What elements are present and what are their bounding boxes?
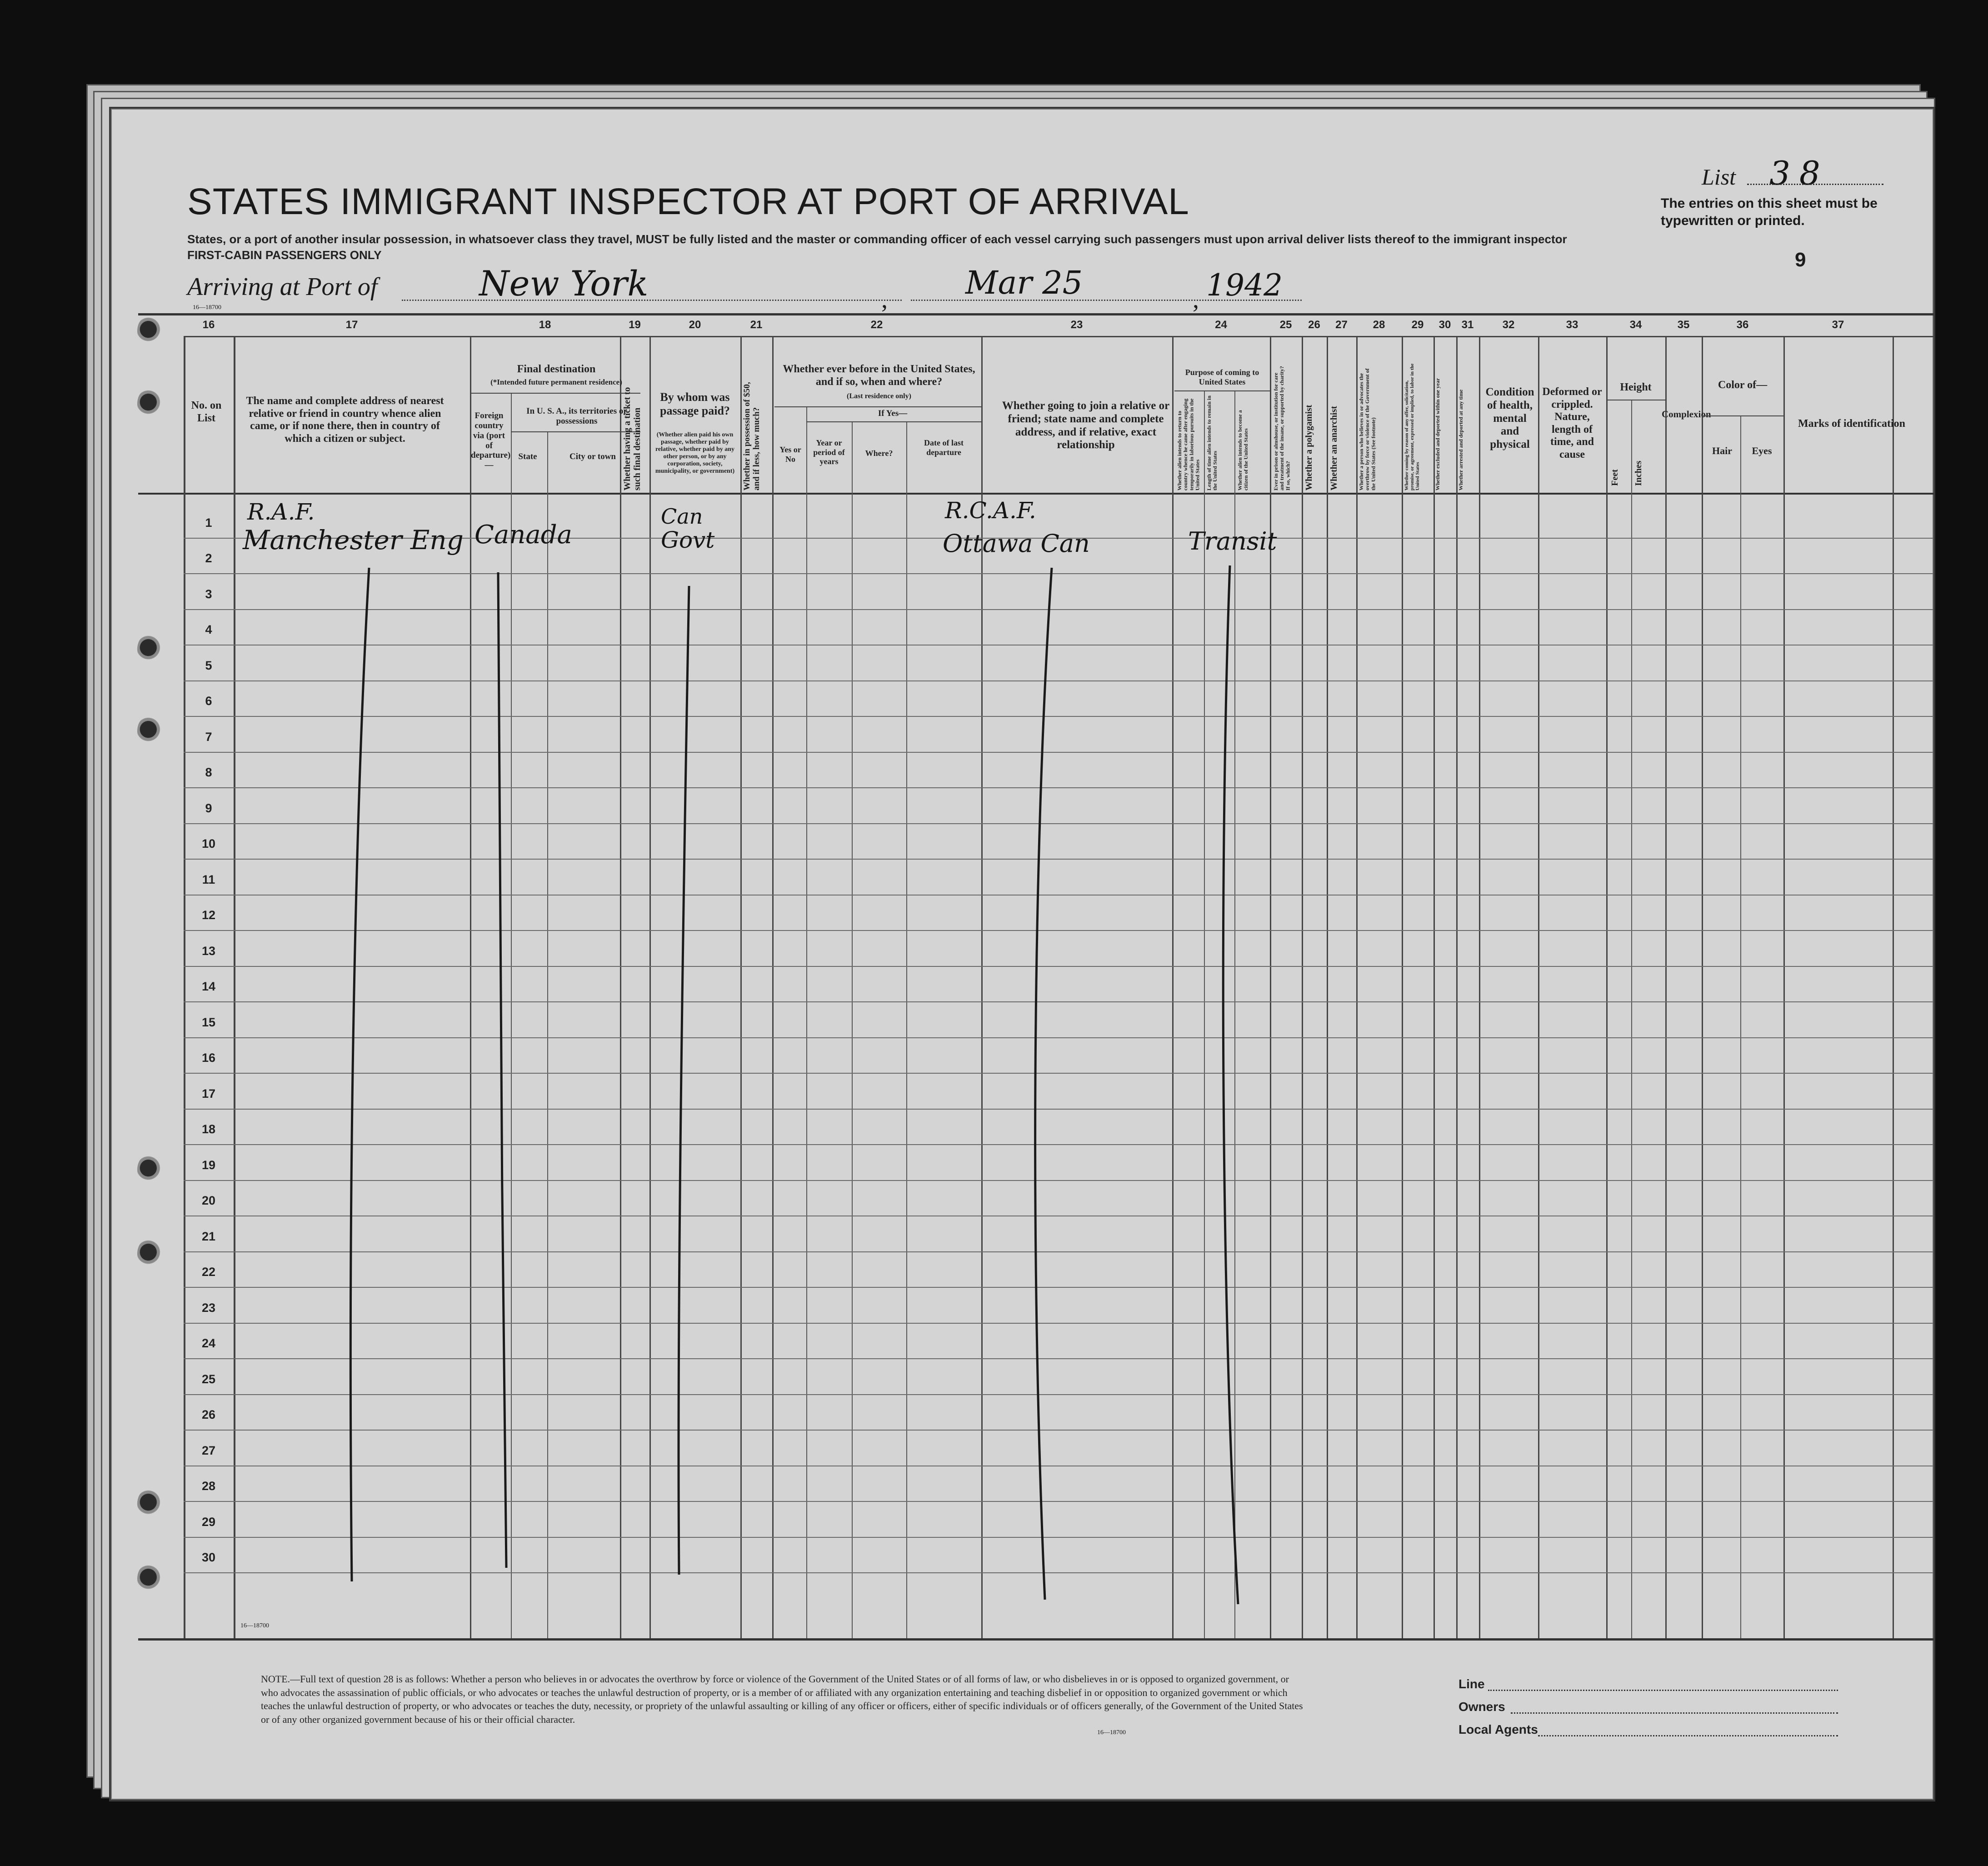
port-value: New York <box>479 263 649 304</box>
header-c22-ifyes: If Yes— <box>878 409 908 418</box>
local-agents-field <box>1538 1735 1838 1736</box>
local-agents-label: Local Agents <box>1459 1722 1538 1736</box>
row-number: 2 <box>205 551 212 565</box>
ditto-stroke-c18 <box>498 572 506 1568</box>
header-c32: Condition of health, mental and physical <box>1485 386 1534 450</box>
header-c19: Whether having a ticket to such final destination <box>622 387 642 490</box>
header-c22-yesno: Yes or No <box>779 445 801 464</box>
header-c34-title: Height <box>1620 381 1652 393</box>
header-c18-city: City or town <box>569 452 616 461</box>
row-number: 8 <box>205 765 212 779</box>
header-c22-title: Whether ever before in the United States, and if so, when and where? <box>783 363 975 388</box>
row-number: 25 <box>201 1372 216 1386</box>
ditto-stroke-c24 <box>1223 565 1238 1604</box>
question-28-note: NOTE.—Full text of question 28 is as follows: Whether a person who believes in or advocates the overthrow by force or violence of the Government of the United States or of all forms of law, or who disbelieves in or is opposed to organized government, or who advocates the assassination of public officials, or who advocates or teaches the unlawful destruction of property, or is a member of or affiliated with any organization entertaining and teaching disbelief in or opposition to organized government or which teaches the unlawful destruction of property, or who advocates or teaches the duty, necessity, or propriety of the unlawful assaulting or killing of any officer or officers, either of specific individuals or of officers generally, of the Government of the United States or of any other organized government because of his or their official character. <box>261 1673 1303 1726</box>
column-number: 17 <box>345 319 358 331</box>
row1-paid-line1: Can <box>661 504 703 529</box>
row-number: 29 <box>201 1515 216 1529</box>
ditto-stroke-c23 <box>1035 568 1052 1600</box>
row-number: 11 <box>202 873 215 886</box>
column-number: 37 <box>1832 319 1844 331</box>
row-number: 16 <box>201 1051 216 1065</box>
row-number: 3 <box>205 587 212 601</box>
header-c17: The name and complete address of nearest relative or friend in country whence alien came, or if none there, then in country of which a citizen or subject. <box>246 395 444 445</box>
column-number: 32 <box>1502 319 1515 331</box>
list-label: List <box>1702 164 1736 190</box>
header-c29: Whether coming by reason of any offer, solicitation, promise, or agreement, expressed or implied, to labor in the United States <box>1404 363 1421 490</box>
owners-label: Owners <box>1459 1700 1505 1714</box>
row-number: 17 <box>201 1087 216 1101</box>
sheet-number: 9 <box>1795 249 1806 271</box>
header-c30: Whether excluded and deported within one year <box>1434 378 1441 490</box>
header-c24-title: Purpose of coming to United States <box>1185 368 1259 386</box>
column-number: 26 <box>1308 319 1320 331</box>
column-number: 25 <box>1279 319 1292 331</box>
header-c35: Complexion <box>1662 409 1711 420</box>
ditto-stroke-c20 <box>679 586 689 1575</box>
header-subline-2: FIRST-CABIN PASSENGERS ONLY <box>187 248 382 262</box>
row-number: 30 <box>201 1551 216 1564</box>
column-number: 20 <box>689 319 701 331</box>
column-number: 33 <box>1566 319 1578 331</box>
header-c18-state: State <box>518 452 537 461</box>
column-number: 23 <box>1070 319 1083 331</box>
header-c36-eyes: Eyes <box>1752 445 1772 456</box>
row-number: 10 <box>201 837 216 850</box>
header-c18-title: Final destination <box>517 363 596 375</box>
row1-joining-line1: R.C.A.F. <box>945 497 1036 524</box>
row-number: 20 <box>201 1194 216 1207</box>
row1-destination: Canada <box>475 520 572 550</box>
header-c22-date: Date of last departure <box>924 438 964 457</box>
column-number: 31 <box>1461 319 1474 331</box>
header-c34-feet: Feet <box>1610 469 1620 486</box>
row-number: 18 <box>201 1122 216 1136</box>
row1-purpose: Transit <box>1188 527 1277 555</box>
row-number: 13 <box>201 944 216 958</box>
header-c22-sub: (Last residence only) <box>847 392 911 400</box>
form-code-top: 16—18700 <box>193 304 221 311</box>
row-number: 5 <box>205 659 212 672</box>
line-field <box>1488 1690 1838 1691</box>
page-title: STATES IMMIGRANT INSPECTOR AT PORT OF ARRIVAL <box>187 181 1189 222</box>
column-number: 36 <box>1736 319 1749 331</box>
row-number: 26 <box>201 1408 216 1421</box>
date-value: Mar 25 <box>965 264 1083 301</box>
header-c21: Whether in possession of $50, and if less, how much? <box>742 382 761 490</box>
header-c16: No. on List <box>191 400 222 424</box>
row-number: 24 <box>201 1336 216 1350</box>
column-number: 18 <box>539 319 551 331</box>
list-number: 38 <box>1769 154 1829 192</box>
header-c36-title: Color of— <box>1718 379 1768 391</box>
column-number: 28 <box>1373 319 1385 331</box>
header-c22-where: Where? <box>865 449 893 458</box>
header-c34-inches: Inches <box>1633 460 1643 486</box>
entries-note: The entries on this sheet must be typewritten or printed. <box>1661 196 1878 228</box>
row-number: 22 <box>201 1265 216 1279</box>
ditto-marks <box>111 109 1933 1800</box>
row-number: 14 <box>201 980 216 993</box>
header-c22-year: Year or period of years <box>813 438 845 466</box>
line-label: Line <box>1459 1677 1485 1691</box>
row-number: 9 <box>205 801 212 815</box>
form-code-note: 16—18700 <box>1097 1729 1126 1736</box>
header-c23: Whether going to join a relative or friend; state name and complete address, and if relative, exact relationship <box>1002 400 1170 451</box>
row-number: 6 <box>205 694 212 708</box>
row-number: 21 <box>201 1230 216 1243</box>
header-c18-sub: (*Intended future permanent residence) <box>490 378 622 386</box>
header-c33: Deformed or crippled. Nature, length of time, and cause <box>1542 386 1602 460</box>
row1-relative-line2: Manchester Eng <box>243 525 464 555</box>
header-c24-c: Whether alien intends to become a citizen of the United States <box>1237 410 1249 490</box>
row-number: 15 <box>201 1016 216 1029</box>
column-number: 27 <box>1335 319 1348 331</box>
header-c26: Whether a polygamist <box>1304 405 1314 490</box>
comma: , <box>881 285 888 314</box>
header-c20: By whom was passage paid? <box>660 390 730 417</box>
row1-relative-line1: R.A.F. <box>247 499 315 525</box>
header-c20-sub: (Whether alien paid his own passage, whether paid by relative, whether paid by any other person, or by any corporation, society, municipality, or government) <box>655 431 735 475</box>
row1-joining-line2: Ottawa Can <box>943 529 1090 558</box>
header-c18-usa: In U. S. A., its territories or possessions <box>526 406 627 426</box>
header-subline-1: States, or a port of another insular possession, in whatsoever class they travel, MUST be fully listed and the master or commanding officer of each vessel carrying such passengers must upon arrival deliver lists thereof to the immigrant inspector <box>187 232 1567 246</box>
row-number: 4 <box>205 623 212 636</box>
row-number: 23 <box>201 1301 216 1315</box>
header-c37: Marks of identification <box>1798 418 1905 430</box>
column-number: 30 <box>1439 319 1451 331</box>
row-number: 27 <box>201 1444 216 1457</box>
column-number: 35 <box>1677 319 1690 331</box>
header-c28: Whether a person who believes in or advocates the overthrow by force or violence of the Government of the United States (See footnote) <box>1358 368 1377 490</box>
column-number: 19 <box>629 319 641 331</box>
comma: , <box>1193 285 1199 314</box>
header-c27: Whether an anarchist <box>1329 406 1339 490</box>
column-number: 22 <box>870 319 883 331</box>
column-number: 16 <box>202 319 215 331</box>
header-c31: Whether arrested and deported at any time <box>1458 389 1464 490</box>
row-number: 19 <box>201 1158 216 1172</box>
header-c25: Ever in prison or almshouse, or institution for care and treatment of the insane, or supported by charity? If so, which? <box>1273 366 1291 490</box>
row-number: 12 <box>201 908 216 922</box>
row-number: 28 <box>201 1479 216 1493</box>
manifest-sheet <box>109 107 1935 1801</box>
column-number: 34 <box>1629 319 1642 331</box>
form-code-bottom-left: 16—18700 <box>240 1622 269 1629</box>
header-c24-a: Whether alien intends to return to country whence he came after engaging temporarily in laborious pursuits in the United States <box>1176 398 1201 490</box>
column-number: 29 <box>1411 319 1424 331</box>
arriving-label: Arriving at Port of <box>187 273 378 301</box>
header-c36-hair: Hair <box>1712 445 1732 456</box>
header-c24-b: Length of time alien intends to remain in the United States <box>1206 395 1219 490</box>
row1-paid-line2: Govt <box>661 527 715 553</box>
row-number: 7 <box>205 730 212 744</box>
header-c18-foreign: Foreign country via (port of departure)— <box>471 411 511 470</box>
owners-field <box>1511 1712 1838 1714</box>
column-number: 21 <box>750 319 763 331</box>
ditto-stroke-c17 <box>350 568 369 1581</box>
year-value: 1942 <box>1206 268 1283 303</box>
row-number: 1 <box>205 516 212 530</box>
column-number: 24 <box>1215 319 1227 331</box>
